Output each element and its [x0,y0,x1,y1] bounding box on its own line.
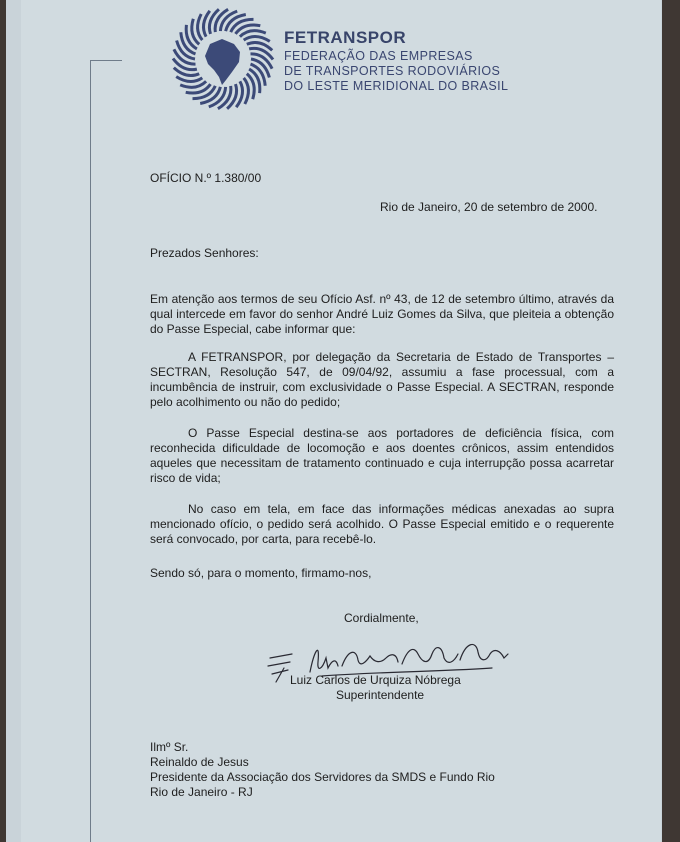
recipient-line-2: Reinaldo de Jesus [150,755,249,769]
org-line-1: FEDERAÇÃO DAS EMPRESAS [284,49,473,63]
fetranspor-logo-icon [170,6,276,112]
date-line: Rio de Janeiro, 20 de setembro de 2000. [380,200,598,214]
margin-line [90,60,91,842]
logo-ray [198,14,203,40]
recipient-line-3: Presidente da Associação dos Servidores da SMDS e Fundo Rio [150,770,495,784]
salutation: Prezados Senhores: [150,246,259,260]
recipient-line-4: Rio de Janeiro - RJ [150,785,253,799]
org-line-2: DE TRANSPORTES RODOVIÁRIOS [284,64,501,78]
margin-tick [90,60,122,61]
org-line-3: DO LESTE MERIDIONAL DO BRASIL [284,79,509,93]
reference-label: OFÍCIO N.º [150,171,212,185]
signer-title: Superintendente [336,688,425,702]
letter-paper [6,0,662,842]
org-name: FETRANSPOR [284,28,407,47]
closing: Cordialmente, [344,611,419,625]
letter-paper-inner [21,0,661,842]
logo-ray [244,37,270,42]
signer-name: Luiz Carlos de Urquiza Nóbrega [290,673,461,687]
paragraph-4: No caso em tela, em face das informações médicas anexadas ao supra mencionado ofício, o pedido será acolhido. O Passe Especial emitido e o requerente será convocado, por carta, para recebê-lo. [150,502,614,546]
paragraph-2: A FETRANSPOR, por delegação da Secretaria de Estado de Transportes – SECTRAN, Resolução 547, de 09/04/92, assumiu a fase processual, com a incumbência de instruir, com exclusividade o Passe Especial. A SECTRAN, responde pelo acolhimento ou não do pedido; [150,350,614,409]
recipient-line-1: Ilmº Sr. [150,740,189,754]
logo-ray [244,78,249,104]
paragraph-1: Em atenção aos termos de seu Ofício Asf. nº 43, de 12 de setembro último, através da qual intercede em favor do senhor André Luiz Gomes da Silva, que pleiteia a obtenção do Passe Especial, cabe informar que: [150,292,614,336]
paragraph-3: O Passe Especial destina-se aos portadores de deficiência física, com reconhecida dificuldade de locomoção e aos doentes crônicos, assim entendidos aqueles que necessitam de tratamento continuado e cuja interrupção possa acarretar risco de vida; [150,426,614,485]
reference-number: 1.380/00 [214,171,262,185]
reference-line [150,171,261,186]
paragraph-5: Sendo só, para o momento, firmamo-nos, [150,566,372,580]
logo-ray [176,77,202,82]
